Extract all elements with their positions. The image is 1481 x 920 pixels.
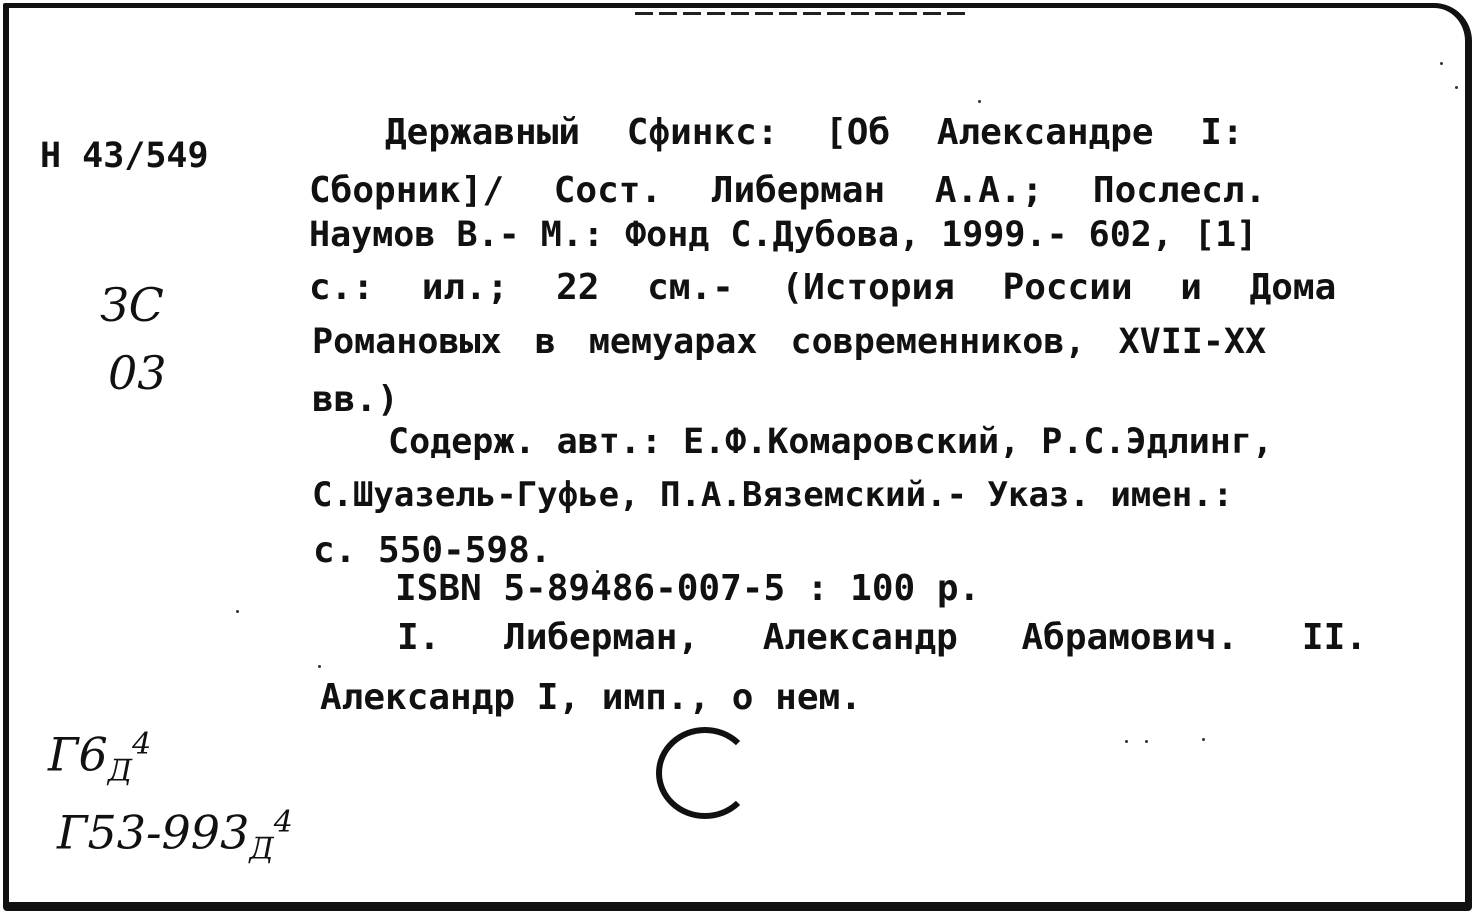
card-line: ISBN 5-89486-007-5 : 100 р. <box>395 568 981 609</box>
scan-speck <box>978 100 981 103</box>
shelf-mark-sub: Д <box>249 831 274 867</box>
handwritten-code: 03 <box>108 346 167 400</box>
card-line: Содерж. авт.: Е.Ф.Комаровский, Р.С.Эдлинг, <box>388 422 1274 462</box>
card-line: с.: ил.; 22 см.- (История России и Дома <box>309 267 1337 308</box>
scan-speck <box>1125 740 1128 743</box>
shelf-mark-main: Г53-993 <box>57 805 250 860</box>
card-line: I. Либерман, Александр Абрамович. II. <box>397 617 1367 658</box>
scan-speck <box>1202 738 1205 741</box>
scan-speck <box>236 610 239 613</box>
punch-hole <box>656 727 754 819</box>
card-line: Сборник]/ Сост. Либерман А.А.; Послесл. <box>309 170 1267 211</box>
shelf-mark <box>57 805 293 867</box>
card-line: вв.) <box>312 379 399 420</box>
shelf-mark-sub: Д <box>107 753 133 789</box>
scan-speck <box>318 665 321 668</box>
shelf-mark <box>48 727 152 789</box>
scan-speck <box>1455 86 1458 89</box>
card-line: с. 550-598. <box>313 530 552 571</box>
card-line: С.Шуазель-Гуфье, П.А.Вяземский.- Указ. имен.: <box>312 475 1234 515</box>
card-line: Наумов В.- М.: Фонд С.Дубова, 1999.- 602, [1] <box>309 215 1258 255</box>
card-line: Александр I, имп., о нем. <box>320 677 862 718</box>
shelf-mark-sup: 4 <box>273 805 293 840</box>
card-line: Романовых в мемуарах современников, XVII-XX <box>312 322 1267 362</box>
shelf-mark-sup: 4 <box>132 727 152 762</box>
call-number: Н 43/549 <box>40 136 209 176</box>
shelf-mark-main: Г6 <box>48 727 108 782</box>
scan-speck <box>1440 62 1443 65</box>
handwritten-code: ЗС <box>100 278 164 332</box>
card-line: Державный Сфинкс: [Об Александре I: <box>385 112 1244 153</box>
top-edge-mark <box>635 12 970 15</box>
scan-speck <box>1145 740 1148 743</box>
